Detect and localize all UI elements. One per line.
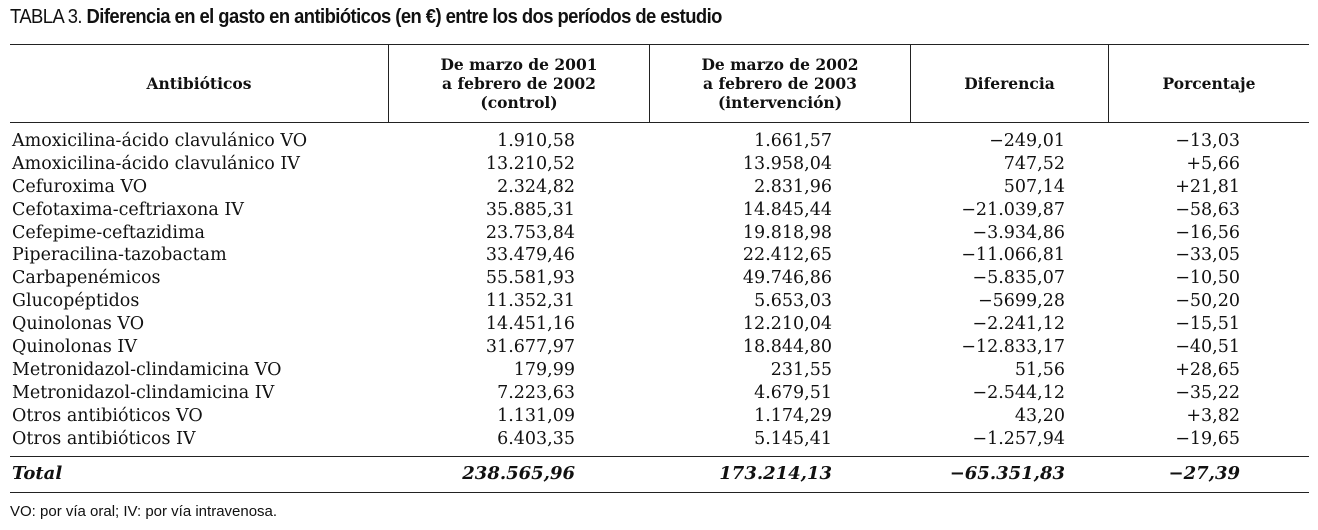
total-top-rule	[10, 456, 1309, 457]
row-intervencion: 22.412,65	[742, 245, 832, 266]
table-row	[0, 153, 1318, 176]
row-intervencion: 5.653,03	[754, 291, 832, 312]
table-body	[0, 130, 1318, 450]
row-control: 11.352,31	[485, 291, 575, 312]
row-porcentaje: −13,03	[1175, 131, 1240, 151]
row-porcentaje: −58,63	[1175, 199, 1240, 220]
header-line: a febrero de 2002	[442, 73, 596, 93]
row-control: 1.131,09	[497, 405, 575, 426]
table-row	[0, 244, 1318, 267]
row-antibiotico: Cefuroxima VO	[12, 176, 148, 197]
row-porcentaje: −10,50	[1175, 268, 1240, 289]
row-control: 7.223,63	[497, 382, 575, 403]
header-line: De marzo de 2002	[701, 54, 859, 74]
total-porcentaje: −27,39	[1168, 463, 1240, 484]
table-row	[0, 130, 1318, 153]
header-line: Porcentaje	[1162, 73, 1256, 93]
table-row	[0, 313, 1318, 336]
table-row	[0, 336, 1318, 359]
row-porcentaje: −40,51	[1175, 337, 1240, 358]
row-antibiotico: Glucopéptidos	[12, 291, 140, 312]
row-antibiotico: Amoxicilina-ácido clavulánico VO	[12, 131, 308, 151]
row-control: 14.451,16	[485, 314, 575, 335]
row-intervencion: 1.661,57	[754, 131, 832, 151]
total-intervencion: 173.214,13	[719, 463, 832, 484]
header-porcentaje	[1109, 44, 1309, 122]
row-antibiotico: Carbapenémicos	[12, 268, 161, 289]
row-intervencion: 5.145,41	[754, 428, 832, 449]
table-bottom-rule	[10, 492, 1309, 493]
row-antibiotico: Cefepime-ceftazidima	[12, 222, 205, 243]
row-intervencion: 1.174,29	[754, 405, 832, 426]
row-porcentaje: −19,65	[1175, 428, 1240, 449]
table-row	[0, 359, 1318, 382]
table-row	[0, 382, 1318, 405]
row-porcentaje: +28,65	[1175, 359, 1240, 380]
header-line: (intervención)	[717, 92, 843, 112]
row-diferencia: −21.039,87	[961, 199, 1065, 220]
row-control: 23.753,84	[485, 222, 575, 243]
row-intervencion: 12.210,04	[742, 314, 832, 335]
row-antibiotico: Piperacilina-tazobactam	[12, 245, 227, 266]
row-diferencia: 747,52	[1003, 153, 1065, 174]
table-footnote: VO: por vía oral; IV: por vía intravenosa.	[10, 503, 278, 520]
table-row	[0, 176, 1318, 199]
row-control: 31.677,97	[485, 337, 575, 358]
row-antibiotico: Amoxicilina-ácido clavulánico IV	[12, 153, 300, 174]
row-intervencion: 13.958,04	[742, 153, 832, 174]
row-diferencia: −3.934,86	[972, 222, 1065, 243]
row-porcentaje: +3,82	[1186, 405, 1240, 426]
row-diferencia: −12.833,17	[961, 337, 1065, 358]
row-diferencia: −249,01	[989, 131, 1065, 151]
header-line: (control)	[480, 92, 558, 112]
row-antibiotico: Otros antibióticos IV	[12, 428, 196, 449]
table-row	[0, 428, 1318, 451]
row-intervencion: 18.844,80	[742, 337, 832, 358]
row-porcentaje: +21,81	[1175, 176, 1240, 197]
row-control: 13.210,52	[485, 153, 575, 174]
table-label: TABLA 3.	[10, 6, 82, 28]
row-intervencion: 49.746,86	[742, 268, 832, 289]
total-label: Total	[12, 463, 63, 484]
row-diferencia: 507,14	[1003, 176, 1065, 197]
row-porcentaje: −16,56	[1175, 222, 1240, 243]
total-control: 238.565,96	[462, 463, 575, 484]
row-intervencion: 19.818,98	[742, 222, 832, 243]
row-porcentaje: −35,22	[1175, 382, 1240, 403]
row-diferencia: −11.066,81	[961, 245, 1065, 266]
row-porcentaje: −15,51	[1175, 314, 1240, 335]
row-porcentaje: −50,20	[1175, 291, 1240, 312]
row-control: 6.403,35	[497, 428, 575, 449]
row-antibiotico: Quinolonas IV	[12, 337, 137, 358]
header-antibioticos	[10, 44, 388, 122]
total-diferencia: −65.351,83	[949, 463, 1065, 484]
row-intervencion: 14.845,44	[742, 199, 832, 220]
row-antibiotico: Metronidazol-clindamicina IV	[12, 382, 275, 403]
row-control: 33.479,46	[485, 245, 575, 266]
row-intervencion: 2.831,96	[754, 176, 832, 197]
header-line: a febrero de 2003	[703, 73, 857, 93]
header-bottom-rule	[10, 122, 1309, 123]
table-row	[0, 199, 1318, 222]
row-diferencia: −1.257,94	[972, 428, 1065, 449]
row-antibiotico: Otros antibióticos VO	[12, 405, 203, 426]
table-row	[0, 405, 1318, 428]
header-line: Antibióticos	[146, 73, 252, 93]
row-diferencia: −2.241,12	[972, 314, 1065, 335]
row-diferencia: −2.544,12	[972, 382, 1065, 403]
row-antibiotico: Cefotaxima-ceftriaxona IV	[12, 199, 244, 220]
row-antibiotico: Quinolonas VO	[12, 314, 145, 335]
header-diferencia	[911, 44, 1108, 122]
row-diferencia: 43,20	[1014, 405, 1065, 426]
row-control: 179,99	[513, 359, 575, 380]
row-control: 1.910,58	[497, 131, 575, 151]
total-row	[0, 461, 1318, 487]
table-row	[0, 222, 1318, 245]
row-porcentaje: −33,05	[1175, 245, 1240, 266]
header-line: De marzo de 2001	[440, 54, 598, 74]
row-control: 2.324,82	[497, 176, 575, 197]
row-control: 35.885,31	[485, 199, 575, 220]
header-control	[389, 44, 649, 122]
row-intervencion: 4.679,51	[754, 382, 832, 403]
header-line: Diferencia	[964, 73, 1055, 93]
row-diferencia: 51,56	[1014, 359, 1065, 380]
row-control: 55.581,93	[485, 268, 575, 289]
row-diferencia: −5.835,07	[972, 268, 1065, 289]
row-porcentaje: +5,66	[1186, 153, 1240, 174]
table-row	[0, 267, 1318, 290]
row-intervencion: 231,55	[770, 359, 832, 380]
table-caption	[10, 6, 722, 29]
row-antibiotico: Metronidazol-clindamicina VO	[12, 359, 282, 380]
table-row	[0, 290, 1318, 313]
row-diferencia: −5699,28	[977, 291, 1065, 312]
table-title: Diferencia en el gasto en antibióticos (en €) entre los dos períodos de estudio	[86, 6, 722, 28]
header-intervencion	[650, 44, 910, 122]
